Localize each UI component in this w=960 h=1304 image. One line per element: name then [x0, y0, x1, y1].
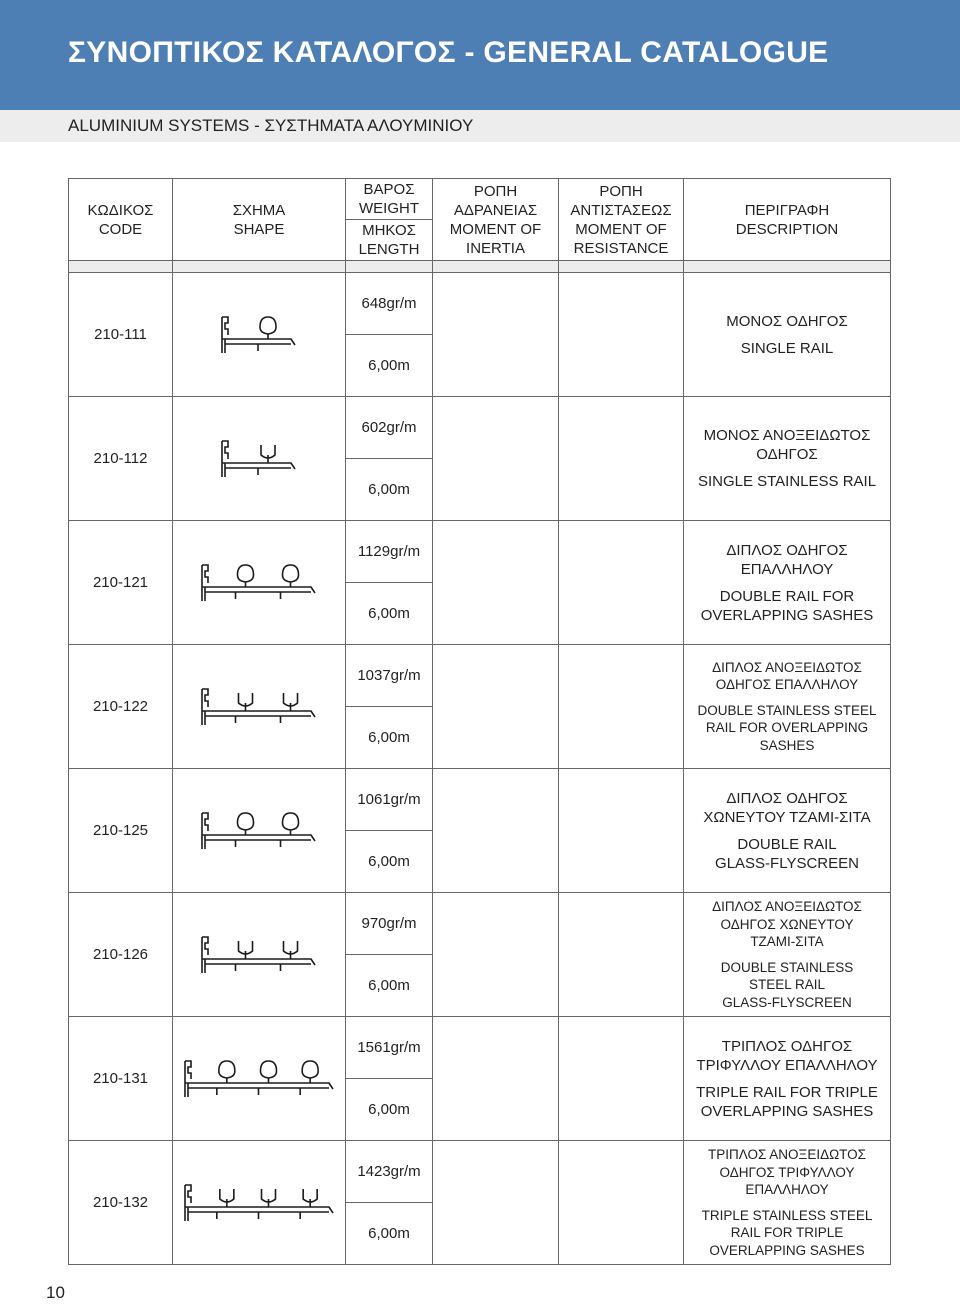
product-description [684, 645, 891, 768]
description-gr-line: ΔΙΠΛΟΣ ΑΝΟΞΕΙΔΩΤΟΣ [712, 659, 862, 675]
description-gr-line: ΟΔΗΓΟΣ ΕΠΑΛΛΗΛΟΥ [715, 677, 859, 693]
spacer-cell [433, 261, 559, 272]
product-code [69, 1017, 173, 1140]
header-shape [173, 179, 346, 260]
weight-value: 1129gr/m [346, 521, 432, 583]
header-moi-line2: ΑΔΡΑΝΕΙΑΣ [453, 201, 538, 219]
description-en [741, 339, 834, 358]
weight-value: 1061gr/m [346, 769, 432, 831]
moment-of-resistance-value [559, 1017, 684, 1140]
spacer-cell [69, 261, 173, 272]
description-en-line: STEEL RAIL [748, 977, 825, 992]
table-row [69, 1017, 891, 1141]
header-weight-en: WEIGHT [359, 200, 419, 217]
moment-of-inertia-value [433, 1141, 559, 1264]
table-header-row [69, 179, 891, 261]
spacer-cell [684, 261, 891, 272]
description-gr-line: ΟΔΗΓΟΣ ΤΡΙΦΥΛΛΟΥ [719, 1164, 855, 1180]
product-code-text: 210-122 [92, 698, 149, 715]
description-gr-line: ΟΔΗΓΟΣ ΧΩΝΕΥΤΟΥ [720, 916, 854, 932]
header-moi-line1: ΡΟΠΗ [473, 182, 518, 200]
product-code [69, 769, 173, 892]
header-mor-line2: ΑΝΤΙΣΤΑΣΕΩΣ [570, 201, 672, 219]
description-en [715, 835, 859, 873]
header-moi-line3: MOMENT OF [449, 220, 542, 238]
weight-length [346, 273, 433, 396]
product-code-text: 210-111 [94, 326, 147, 343]
moment-of-resistance-value [559, 521, 684, 644]
product-code-text: 210-131 [92, 1070, 149, 1087]
table-row [69, 893, 891, 1017]
moment-of-resistance-value [559, 893, 684, 1016]
triple-stainless-rail-profile-icon [182, 1177, 337, 1229]
header-shape-gr: ΣΧΗΜΑ [232, 201, 286, 219]
product-shape [173, 273, 346, 396]
moment-of-inertia-value [433, 1017, 559, 1140]
moment-of-inertia-value [433, 521, 559, 644]
description-en-line: DOUBLE STAINLESS [720, 959, 854, 975]
double-rail-profile-icon [199, 557, 319, 609]
description-gr [712, 898, 862, 951]
description-en-line: DOUBLE STAINLESS STEEL [697, 702, 877, 718]
product-description [684, 1017, 891, 1140]
product-code-text: 210-132 [92, 1194, 149, 1211]
header-code-en: CODE [98, 220, 143, 238]
product-code-text: 210-112 [93, 450, 148, 467]
header-mor-line3: MOMENT OF [575, 220, 667, 238]
triple-rail-profile-icon [182, 1053, 337, 1105]
weight-value: 1561gr/m [346, 1017, 432, 1079]
description-en-line: GLASS-FLYSCREEN [722, 994, 852, 1010]
description-en-line: DOUBLE RAIL [737, 835, 837, 853]
product-code-text: 210-126 [92, 946, 149, 963]
description-gr-line: ΔΙΠΛΟΣ ΟΔΗΓΟΣ [726, 789, 848, 807]
moment-of-inertia-value [433, 397, 559, 520]
description-en-line: SASHES [759, 737, 815, 753]
product-code [69, 1141, 173, 1264]
description-gr [712, 659, 862, 694]
double-stainless-flyscreen-profile-icon [199, 929, 319, 981]
table-row [69, 397, 891, 521]
product-description [684, 769, 891, 892]
spacer-cell [346, 261, 433, 272]
product-shape [173, 893, 346, 1016]
table-row [69, 645, 891, 769]
moment-of-inertia-value [433, 893, 559, 1016]
description-en-line: OVERLAPPING SASHES [709, 1242, 865, 1258]
table-header-spacer [69, 261, 891, 273]
weight-length [346, 1017, 433, 1140]
weight-length [346, 1141, 433, 1264]
double-stainless-rail-profile-icon [199, 681, 319, 733]
description-gr-line: ΟΔΗΓΟΣ [756, 446, 818, 463]
description-en-line: OVERLAPPING SASHES [700, 1102, 874, 1120]
product-code [69, 397, 173, 520]
moment-of-inertia-value [433, 769, 559, 892]
product-code-text: 210-121 [92, 574, 149, 591]
description-gr-line: ΤΖΑΜΙ-ΣΙΤΑ [750, 934, 824, 949]
description-en [721, 959, 854, 1012]
description-gr-line: ΤΡΙΠΛΟΣ ΟΔΗΓΟΣ [721, 1037, 853, 1055]
description-en-line: RAIL FOR OVERLAPPING [705, 720, 869, 736]
product-description [684, 397, 891, 520]
description-gr-line: ΤΡΙΦΥΛΛΟΥ ΕΠΑΛΛΗΛΟΥ [696, 1056, 878, 1074]
weight-value: 602gr/m [346, 397, 432, 459]
double-rail-flyscreen-profile-icon [199, 805, 319, 857]
moment-of-resistance-value [559, 645, 684, 768]
page-title: ΣΥΝΟΠΤΙΚΟΣ ΚΑΤΑΛΟΓΟΣ - GENERAL CATALOGUE [68, 36, 829, 69]
spacer-cell [173, 261, 346, 272]
header-desc-en: DESCRIPTION [735, 220, 839, 238]
weight-value: 1037gr/m [346, 645, 432, 707]
spacer-cell [559, 261, 684, 272]
header-moment-of-resistance [559, 179, 684, 260]
length-value: 6,00m [368, 1101, 410, 1118]
product-code [69, 273, 173, 396]
product-shape [173, 521, 346, 644]
moment-of-inertia-value [433, 645, 559, 768]
table-row [69, 769, 891, 893]
description-gr-line: ΧΩΝΕΥΤΟΥ ΤΖΑΜΙ-ΣΙΤΑ [703, 808, 871, 826]
description-gr-line: ΜΟΝΟΣ ΑΝΟΞΕΙΔΩΤΟΣ [703, 427, 871, 444]
length-value: 6,00m [368, 481, 410, 498]
table-row [69, 1141, 891, 1265]
length-value: 6,00m [368, 853, 410, 870]
product-description [684, 893, 891, 1016]
description-en-line: GLASS-FLYSCREEN [715, 854, 859, 872]
weight-value: 970gr/m [346, 893, 432, 955]
description-gr [726, 541, 847, 579]
description-gr-line: ΔΙΠΛΟΣ ΑΝΟΞΕΙΔΩΤΟΣ [712, 899, 862, 914]
header-length [346, 220, 432, 260]
description-en [696, 1083, 878, 1121]
description-gr [726, 312, 848, 331]
header-code-gr: ΚΩΔΙΚΟΣ [87, 201, 154, 219]
header-description [684, 179, 891, 260]
description-en-line: TRIPLE STAINLESS STEEL [701, 1207, 873, 1223]
description-en-line: RAIL FOR TRIPLE [730, 1225, 844, 1240]
table-body [69, 273, 891, 1265]
weight-length [346, 769, 433, 892]
header-desc-gr: ΠΕΡΙΓΡΑΦΗ [744, 201, 830, 219]
description-en-line: DOUBLE RAIL FOR [719, 587, 855, 605]
header-code [69, 179, 173, 260]
header-weight-gr: ΒΑΡΟΣ [363, 181, 415, 198]
product-shape [173, 1017, 346, 1140]
table-row [69, 521, 891, 645]
weight-length [346, 521, 433, 644]
description-gr-line: ΤΡΙΠΛΟΣ ΑΝΟΞΕΙΔΩΤΟΣ [707, 1147, 867, 1162]
description-en [697, 702, 876, 755]
description-en-line: SINGLE STAINLESS RAIL [697, 473, 877, 490]
moment-of-resistance-value [559, 1141, 684, 1264]
product-code-text: 210-125 [92, 822, 149, 839]
single-rail-profile-icon [219, 309, 299, 361]
header-weight-length [346, 179, 433, 260]
product-description [684, 521, 891, 644]
header-length-en: LENGTH [358, 241, 420, 258]
description-en-line: TRIPLE RAIL FOR TRIPLE [696, 1083, 878, 1101]
description-gr [696, 1037, 877, 1075]
product-description [684, 273, 891, 396]
weight-value: 1423gr/m [346, 1141, 432, 1203]
product-shape [173, 397, 346, 520]
product-shape [173, 645, 346, 768]
moment-of-inertia-value [433, 273, 559, 396]
length-value: 6,00m [368, 605, 410, 622]
header-mor-line1: ΡΟΠΗ [599, 182, 643, 200]
moment-of-resistance-value [559, 397, 684, 520]
catalogue-table [68, 178, 891, 1265]
description-en [702, 1207, 873, 1260]
product-description [684, 1141, 891, 1264]
description-en-line: OVERLAPPING SASHES [700, 606, 874, 624]
page-subtitle: ALUMINIUM SYSTEMS - ΣΥΣΤΗΜΑΤΑ ΑΛΟΥΜΙΝΙΟΥ [68, 116, 474, 135]
product-code [69, 893, 173, 1016]
header-mor-line4: RESISTANCE [573, 239, 669, 257]
page-number: 10 [46, 1283, 65, 1302]
description-gr-line: ΜΟΝΟΣ ΟΔΗΓΟΣ [726, 312, 848, 330]
weight-length [346, 893, 433, 1016]
description-gr-line: ΔΙΠΛΟΣ ΟΔΗΓΟΣ [726, 541, 848, 559]
weight-length [346, 397, 433, 520]
weight-value: 648gr/m [346, 273, 432, 335]
product-shape [173, 769, 346, 892]
product-code [69, 521, 173, 644]
product-shape [173, 1141, 346, 1264]
header-banner [0, 0, 960, 110]
description-en-line: SINGLE RAIL [740, 339, 834, 357]
moment-of-resistance-value [559, 769, 684, 892]
length-value: 6,00m [368, 977, 410, 994]
length-value: 6,00m [368, 357, 410, 374]
description-gr [704, 426, 871, 464]
header-length-gr: ΜΗΚΟΣ [362, 222, 416, 239]
description-gr-line: ΕΠΑΛΛΗΛΟΥ [745, 1182, 829, 1197]
single-stainless-rail-profile-icon [219, 433, 299, 485]
length-value: 6,00m [368, 1225, 410, 1242]
header-shape-en: SHAPE [233, 220, 285, 238]
product-code [69, 645, 173, 768]
description-gr-line: ΕΠΑΛΛΗΛΟΥ [740, 560, 834, 578]
header-moi-line4: INERTIA [466, 239, 525, 257]
header-weight [346, 179, 432, 220]
table-row [69, 273, 891, 397]
description-en [701, 587, 874, 625]
length-value: 6,00m [368, 729, 410, 746]
moment-of-resistance-value [559, 273, 684, 396]
weight-length [346, 645, 433, 768]
header-moment-of-inertia [433, 179, 559, 260]
description-gr [708, 1146, 866, 1199]
description-gr [703, 789, 870, 827]
description-en [698, 472, 876, 491]
